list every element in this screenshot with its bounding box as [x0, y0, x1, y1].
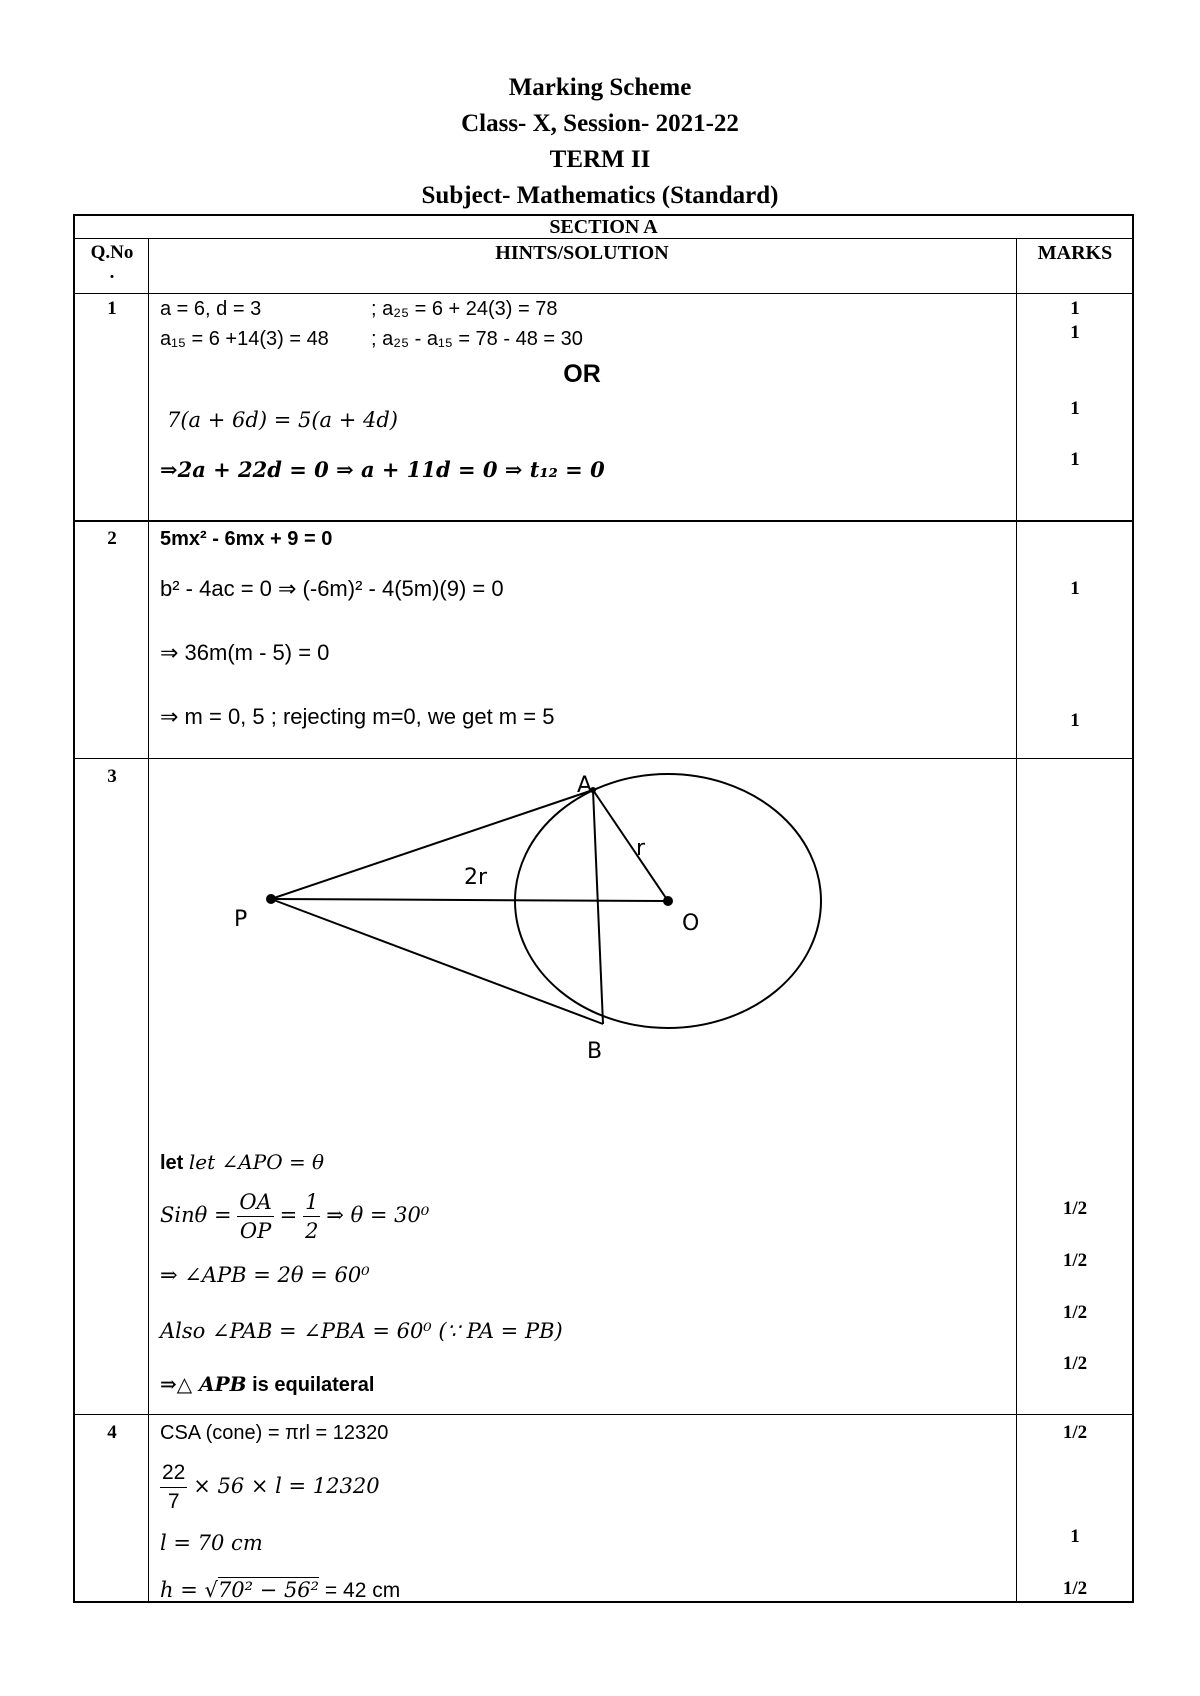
q1-line3: 7(a + 6d) = 5(a + 4d) [167, 408, 398, 432]
label-o: O [682, 911, 700, 936]
q3-line2 [160, 1188, 429, 1245]
q3-eq: = [279, 1203, 298, 1228]
subject: Subject- Mathematics (Standard) [421, 182, 779, 209]
q4-line3: l = 70 cm [160, 1531, 263, 1555]
q3-sin-lhs: Sinθ = [160, 1203, 232, 1228]
q3-mark-3: 1/2 [1062, 1302, 1088, 1323]
q4-frac [160, 1459, 187, 1516]
q4-frac-num: 22 [160, 1459, 187, 1488]
q4-line4-radicand: 70² − 56² [217, 1578, 320, 1602]
q4-line2 [160, 1459, 380, 1516]
line-po [271, 899, 668, 901]
header-row-divider [75, 293, 1132, 294]
q2-line3: ⇒ 36m(m - 5) = 0 [160, 640, 330, 665]
q3-line4: Also ∠PAB = ∠PBA = 60⁰ (∵ PA = PB) [160, 1319, 563, 1343]
label-r: r [636, 836, 646, 861]
q1-or: OR [563, 360, 601, 388]
point-p-dot [266, 894, 276, 904]
doc-title: Marking Scheme [508, 74, 692, 101]
tangent-diagram [148, 759, 1016, 1114]
q3-mark-4: 1/2 [1062, 1353, 1088, 1374]
q3-frac1-num: OA [237, 1188, 273, 1217]
col-qno-dot: . [109, 262, 115, 283]
q3-sin-rhs: ⇒ θ = 30⁰ [326, 1203, 430, 1228]
q4-mark-2: 1 [1070, 1526, 1080, 1547]
label-b: B [587, 1039, 603, 1064]
q4-line4-h: h = √ [160, 1578, 218, 1602]
label-2r: 2r [464, 865, 488, 890]
q3-line3: ⇒ ∠APB = 2θ = 60⁰ [160, 1263, 370, 1287]
q3-divider [75, 1414, 1132, 1415]
q2-number: 2 [107, 528, 117, 549]
term: TERM II [549, 146, 651, 173]
tangent-pb [271, 899, 603, 1024]
q4-line4 [160, 1578, 400, 1603]
q3-frac-half [303, 1188, 320, 1245]
col-marks: MARKS [1037, 242, 1113, 264]
marking-table [73, 214, 1134, 1603]
col-hints: HINTS/SOLUTION [495, 242, 669, 264]
q4-line4-result: = 42 cm [319, 1579, 401, 1602]
q3-line5-math: ⇒△ APB [160, 1372, 247, 1396]
col-divider-2 [1016, 238, 1017, 1603]
q3-frac2-den: 2 [305, 1219, 319, 1243]
q2-line2: b² - 4ac = 0 ⇒ (-6m)² - 4(5m)(9) = 0 [160, 576, 504, 601]
q4-frac-den: 7 [167, 1490, 180, 1513]
section-label: SECTION A [549, 216, 658, 238]
q4-line1: CSA (cone) = πrl = 12320 [160, 1422, 389, 1444]
q1-divider [75, 520, 1132, 522]
q4-line2-rest: × 56 × l = 12320 [193, 1474, 380, 1499]
q2-line1: 5mx² - 6mx + 9 = 0 [160, 528, 333, 550]
q3-mark-2: 1/2 [1062, 1250, 1088, 1271]
q1-mark-1: 1 [1070, 298, 1080, 319]
q2-mark-1: 1 [1070, 578, 1080, 599]
q1-mark-2: 1 [1070, 322, 1080, 343]
q1-line1b: ; a₂₅ = 6 + 24(3) = 78 [371, 298, 558, 320]
q3-line1-math: let ∠APO = θ [188, 1150, 325, 1174]
q4-mark-1: 1/2 [1062, 1422, 1088, 1443]
q3-frac-oa-op [237, 1188, 273, 1245]
tangent-pa [271, 790, 593, 899]
q1-mark-4: 1 [1070, 449, 1080, 470]
q3-line1: let let ∠APO = θ [160, 1150, 325, 1174]
q3-number: 3 [107, 766, 117, 787]
point-o-dot [663, 896, 673, 906]
q1-mark-3: 1 [1070, 398, 1080, 419]
q3-line5 [160, 1372, 374, 1397]
q3-frac1-den: OP [239, 1219, 272, 1243]
q3-line5-text: is equilateral [246, 1374, 375, 1396]
radius-oa [593, 790, 668, 901]
q2-mark-2: 1 [1070, 710, 1080, 731]
q4-number: 4 [107, 1422, 117, 1443]
col-qno: Q.No [90, 242, 134, 263]
q1-number: 1 [107, 298, 117, 319]
q1-line4: ⇒2a + 22d = 0 ⇒ a + 11d = 0 ⇒ t₁₂ = 0 [160, 457, 605, 482]
q4-mark-3: 1/2 [1062, 1578, 1088, 1599]
q3-mark-1: 1/2 [1062, 1198, 1088, 1219]
class-session: Class- X, Session- 2021-22 [461, 110, 739, 137]
label-p: P [234, 907, 248, 932]
chord-ab [593, 790, 603, 1024]
q1-line1a: a = 6, d = 3 [160, 298, 262, 320]
q3-frac2-num: 1 [303, 1188, 320, 1217]
q1-line2a: a₁₅ = 6 +14(3) = 48 [160, 328, 329, 350]
label-a: A [577, 773, 593, 798]
q1-line2b: ; a₂₅ - a₁₅ = 78 - 48 = 30 [371, 328, 583, 350]
q2-line4: ⇒ m = 0, 5 ; rejecting m=0, we get m = 5 [160, 704, 555, 729]
